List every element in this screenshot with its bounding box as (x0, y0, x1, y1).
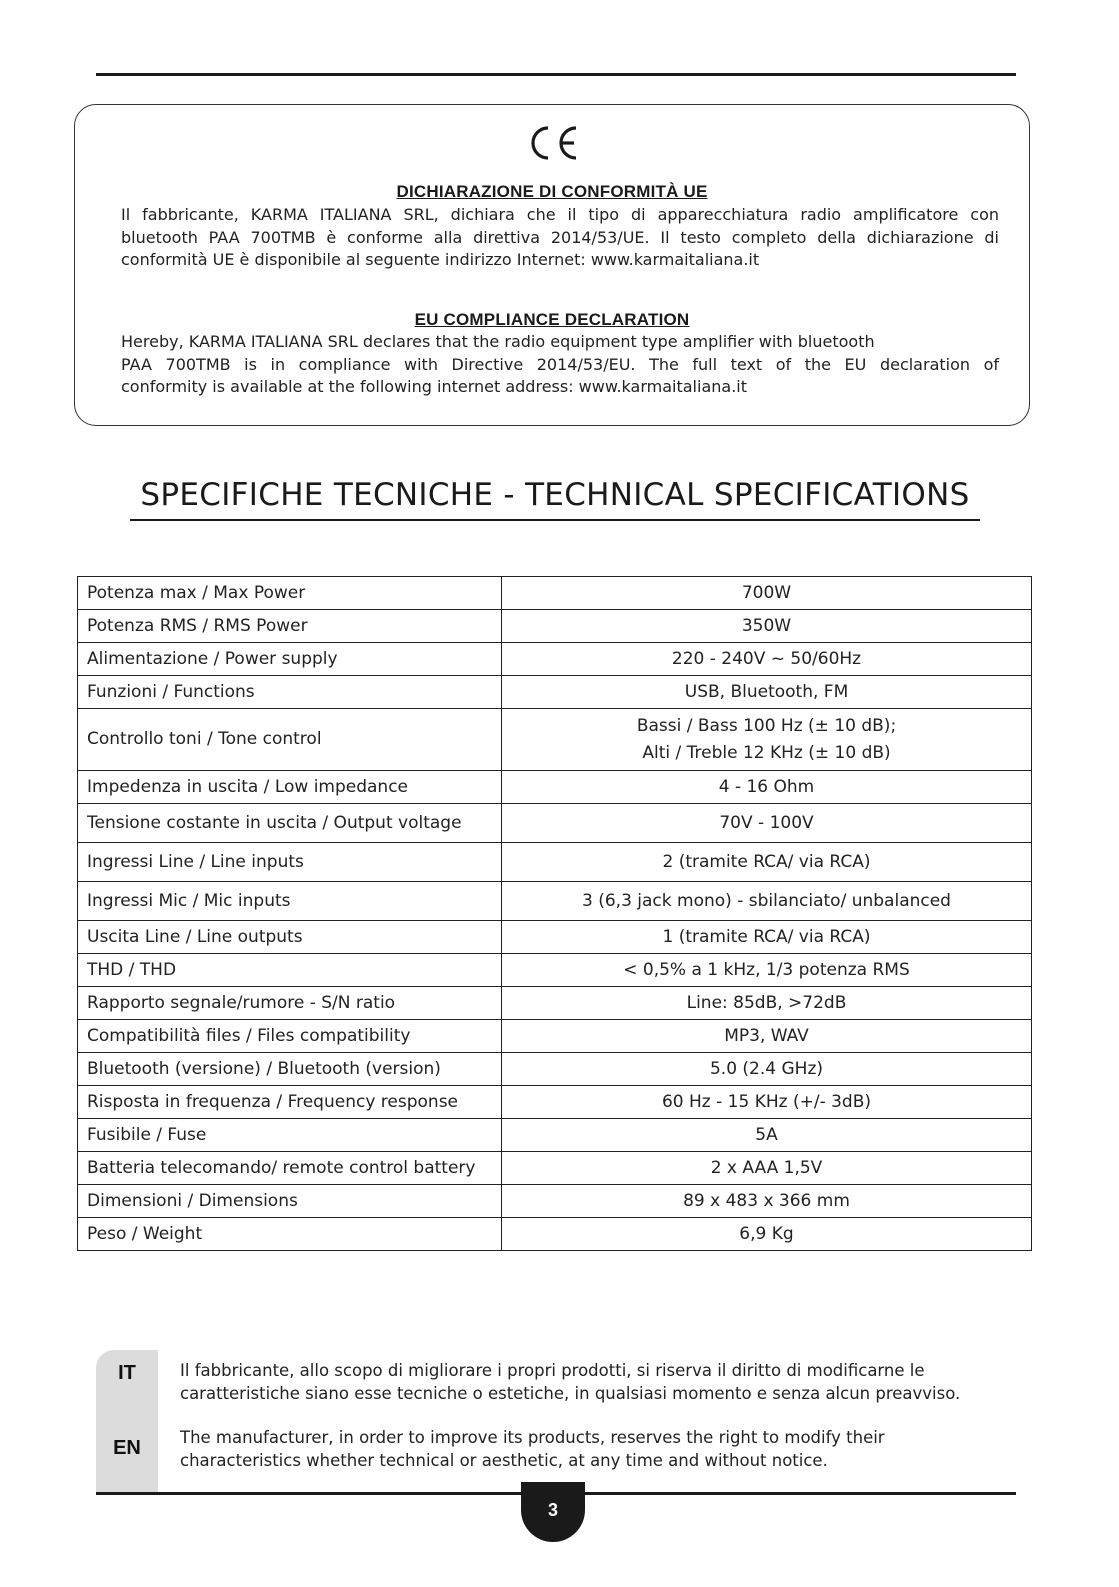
table-row (78, 643, 1032, 676)
declaration-it-line: conformità UE è disponibile al seguente indirizzo Internet: www.karmaitaliana.it (121, 250, 760, 269)
table-row (78, 610, 1032, 643)
spec-value: 5.0 (2.4 GHz) (502, 1053, 1032, 1086)
table-row (78, 1218, 1032, 1251)
notice-en (180, 1427, 1010, 1472)
declaration-it-body (121, 204, 999, 272)
notice-it-line: Il fabbricante, allo scopo di migliorare i propri prodotti, si riserva il diritto di modificarne le (180, 1361, 925, 1380)
spec-value: 60 Hz - 15 KHz (+/- 3dB) (502, 1086, 1032, 1119)
spec-table (77, 576, 1032, 1251)
spec-label: Alimentazione / Power supply (78, 643, 502, 676)
table-row (78, 709, 1032, 771)
table-row (78, 1119, 1032, 1152)
spec-value: Line: 85dB, >72dB (502, 987, 1032, 1020)
spec-value: MP3, WAV (502, 1020, 1032, 1053)
spec-value: 6,9 Kg (502, 1218, 1032, 1251)
spec-label: Dimensioni / Dimensions (78, 1185, 502, 1218)
spec-label: Rapporto segnale/rumore - S/N ratio (78, 987, 502, 1020)
spec-label: Batteria telecomando/ remote control battery (78, 1152, 502, 1185)
compliance-box (74, 104, 1030, 426)
spec-label: Ingressi Line / Line inputs (78, 843, 502, 882)
spec-value: < 0,5% a 1 kHz, 1/3 potenza RMS (502, 954, 1032, 987)
table-row (78, 954, 1032, 987)
spec-value: 1 (tramite RCA/ via RCA) (502, 921, 1032, 954)
page-number: 3 (521, 1482, 585, 1542)
spec-value: 2 x AAA 1,5V (502, 1152, 1032, 1185)
declaration-en-line: PAA 700TMB is in compliance with Directive 2014/53/EU. The full text of the EU declaration of (121, 354, 999, 374)
notice-it-line: caratteristiche siano esse tecniche o estetiche, in qualsiasi momento e senza alcun preavviso. (180, 1383, 961, 1403)
table-row (78, 843, 1032, 882)
spec-value: 89 x 483 x 366 mm (502, 1185, 1032, 1218)
declaration-en-line: conformity is available at the following internet address: www.karmaitaliana.it (121, 377, 747, 396)
declaration-it-title: DICHIARAZIONE DI CONFORMITÀ UE (396, 182, 708, 201)
top-rule (96, 73, 1016, 76)
table-row (78, 987, 1032, 1020)
spec-title-underline (130, 519, 980, 521)
table-row (78, 1020, 1032, 1053)
table-row (78, 1086, 1032, 1119)
table-row (78, 676, 1032, 709)
table-row (78, 1185, 1032, 1218)
declaration-it-line: bluetooth PAA 700TMB è conforme alla direttiva 2014/53/UE. Il testo completo della dichiarazione di (121, 227, 999, 247)
spec-label: Potenza RMS / RMS Power (78, 610, 502, 643)
spec-label: Risposta in frequenza / Frequency response (78, 1086, 502, 1119)
table-row (78, 577, 1032, 610)
spec-value (502, 709, 1032, 771)
declaration-en-body (121, 331, 999, 399)
spec-value: 70V - 100V (502, 804, 1032, 843)
spec-label: Uscita Line / Line outputs (78, 921, 502, 954)
spec-value-line: Alti / Treble 12 KHz (± 10 dB) (642, 742, 891, 763)
table-row (78, 921, 1032, 954)
table-row (78, 1152, 1032, 1185)
spec-value: 220 - 240V ~ 50/60Hz (502, 643, 1032, 676)
spec-label: Impedenza in uscita / Low impedance (78, 771, 502, 804)
spec-value-line: Bassi / Bass 100 Hz (± 10 dB); (636, 715, 897, 736)
spec-label: Funzioni / Functions (78, 676, 502, 709)
spec-label: Compatibilità files / Files compatibility (78, 1020, 502, 1053)
spec-value: 350W (502, 610, 1032, 643)
spec-label: Peso / Weight (78, 1218, 502, 1251)
declaration-en-title: EU COMPLIANCE DECLARATION (414, 310, 690, 329)
spec-label: Fusibile / Fuse (78, 1119, 502, 1152)
table-row (78, 771, 1032, 804)
language-code-en: EN (113, 1437, 141, 1459)
spec-value: 4 - 16 Ohm (502, 771, 1032, 804)
spec-value: 2 (tramite RCA/ via RCA) (502, 843, 1032, 882)
spec-label: Controllo toni / Tone control (78, 709, 502, 771)
spec-label: Potenza max / Max Power (78, 577, 502, 610)
spec-label: THD / THD (78, 954, 502, 987)
notice-it (180, 1360, 1010, 1405)
spec-value: 5A (502, 1119, 1032, 1152)
language-code-it: IT (118, 1362, 136, 1384)
spec-value: 700W (502, 577, 1032, 610)
ce-mark-icon (75, 123, 1029, 167)
table-row (78, 1053, 1032, 1086)
spec-value: USB, Bluetooth, FM (502, 676, 1032, 709)
table-row (78, 882, 1032, 921)
spec-label: Bluetooth (versione) / Bluetooth (version) (78, 1053, 502, 1086)
declaration-it-line: Il fabbricante, KARMA ITALIANA SRL, dichiara che il tipo di apparecchiatura radio amplificatore con (121, 205, 999, 224)
spec-label: Tensione costante in uscita / Output voltage (78, 804, 502, 843)
spec-title: SPECIFICHE TECNICHE - TECHNICAL SPECIFICATIONS (140, 477, 970, 513)
notice-en-line: The manufacturer, in order to improve its products, reserves the right to modify their (180, 1428, 885, 1447)
table-row (78, 804, 1032, 843)
notice-en-line: characteristics whether technical or aesthetic, at any time and without notice. (180, 1450, 828, 1470)
spec-value: 3 (6,3 jack mono) - sbilanciato/ unbalanced (502, 882, 1032, 921)
declaration-en-line: Hereby, KARMA ITALIANA SRL declares that the radio equipment type amplifier with bluetooth (121, 332, 875, 351)
spec-label: Ingressi Mic / Mic inputs (78, 882, 502, 921)
